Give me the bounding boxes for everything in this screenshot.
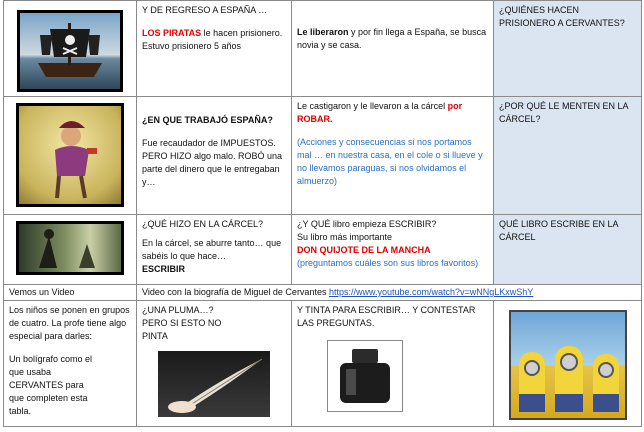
quill-pen-image [158,351,270,417]
cell-text: Fue recaudador de IMPUESTOS. PERO HIZO algo malo. ROBÓ una parte del dinero que le entregaban y… [142,138,283,188]
text-cell [292,301,494,427]
prison-scene-image [16,221,124,275]
cell-text: ¿UNA PLUMA…? PERO SI ESTO NO PINTA [142,305,222,342]
cell-text: Y TINTA PARA ESCRIBIR… Y CONTESTAR LAS PREGUNTAS. [297,305,476,329]
rob-label: por ROBAR. [297,101,463,125]
cell-text: Le castigaron y le llevaron a la cárcel por ROBAR. [297,101,463,125]
image-cell [4,215,137,285]
question-cell: QUÉ LIBRO ESCRIBE EN LA CÁRCEL [494,215,642,285]
bold-text: Le liberaron [297,27,349,37]
cell-title: ¿QUÉ HIZO EN LA CÁRCEL? [142,219,264,229]
book-title: DON QUIJOTE DE LA MANCHA [297,245,431,256]
pirates-label: LOS PIRATAS [142,28,202,39]
cell-text: Un bolígrafo como el que usaba CERVANTES para que completen esta tabla. [9,354,93,417]
cell-title: Y DE REGRESO A ESPAÑA … [142,5,268,15]
lesson-table [3,0,642,427]
ink-bottle-image [327,340,403,412]
text-cell [292,97,494,215]
video-label: Vemos un Video [4,285,137,301]
table-row [4,301,642,427]
cervantes-illustration-image [16,103,124,207]
cell-text: Estuvo prisionero 5 años [142,41,242,52]
question-cell: ¿QUIÉNES HACEN PRISIONERO A CERVANTES? [494,1,642,97]
cell-text: Los niños se ponen en grupos de cuatro. La profe tiene algo especial para darles: [9,305,130,342]
table-row [4,215,642,285]
note-text: (Acciones y consecuencias si nos portamos mal … en nuestra casa, en el cole o si llueve y no llevamos paraguas, si nos olvidamos el almuerzo) [297,137,483,187]
text-cell [137,301,292,427]
pirate-ship-image [17,10,123,92]
text-cell [137,1,292,97]
bold-text: ESCRIBIR [142,264,186,275]
note-text: (preguntamos cuáles son sus libros favoritos) [297,258,479,269]
minions-image [509,310,627,420]
table-row [4,1,642,97]
table-row [4,97,642,215]
text-cell [137,97,292,215]
table-row [4,285,642,301]
cell-text: LOS PIRATAS le hacen prisionero. [142,28,283,39]
image-cell [494,301,642,427]
video-cell: Video con la biografía de Miguel de Cervantes https://www.youtube.com/watch?v=wNNgLKxwShY [137,285,642,301]
text-cell [4,301,137,427]
text-cell: Le liberaron y por fin llega a España, se busca novia y se casa. [292,1,494,97]
image-cell [4,1,137,97]
text-cell [292,215,494,285]
cell-text: En la cárcel, se aburre tanto… que sabéis lo que hace… [142,238,282,262]
cell-title: ¿EN QUE TRABAJÓ ESPAÑA? [142,115,273,125]
text-cell [137,215,292,285]
cell-title: ¿Y QUÉ libro empieza ESCRIBIR? [297,219,437,229]
image-cell [4,97,137,215]
video-link[interactable]: https://www.youtube.com/watch?v=wNNgLKxwShY [328,287,534,297]
question-cell: ¿POR QUÉ LE MENTEN EN LA CÁRCEL? [494,97,642,215]
cell-text: Su libro más importante [297,232,393,243]
